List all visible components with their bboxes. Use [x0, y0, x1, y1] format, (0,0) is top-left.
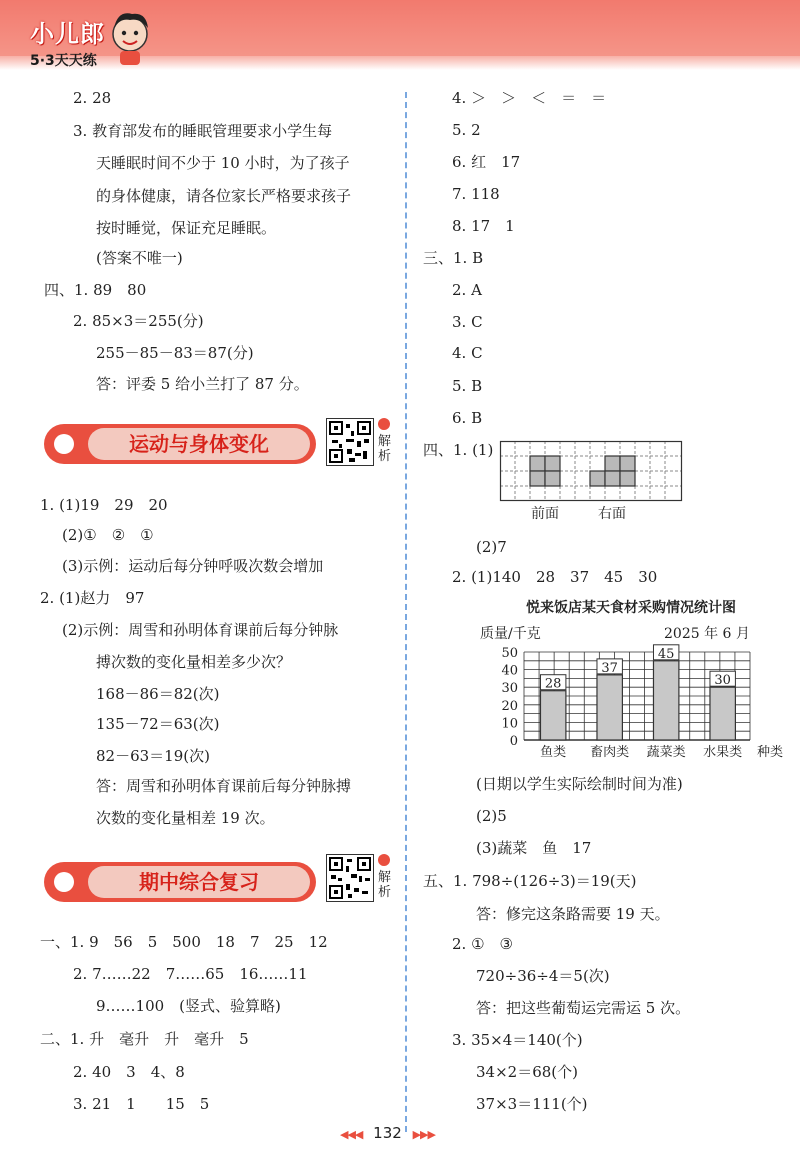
play-icon: [378, 418, 390, 430]
play-icon: [378, 854, 390, 866]
chart-category-label: 鱼类: [540, 745, 567, 760]
right-line-2: 5. 2: [452, 121, 481, 139]
prev-arrows-icon: ◀◀◀: [340, 1128, 363, 1141]
section-banner-midterm: [44, 862, 316, 902]
right-line-9: 4. C: [452, 344, 483, 362]
right-line-24: 34×2＝68(个): [476, 1063, 578, 1081]
chart-value-label: 30: [714, 673, 731, 689]
chart-ytick-label: 50: [501, 646, 518, 661]
left-line-19: 82－63＝19(次): [96, 747, 210, 765]
right-line-8: 3. C: [452, 313, 483, 331]
view-label-right: 右面: [598, 506, 626, 522]
chart-title: 悦来饭店某天食材采购情况统计图: [526, 600, 736, 616]
right-line-18: 五、1. 798÷(126÷3)＝19(天): [423, 872, 637, 890]
chart-value-label: 37: [601, 660, 618, 676]
qr-code-icon[interactable]: [326, 418, 374, 466]
chart-category-label: 水果类: [703, 745, 743, 760]
left-line-14: 2. (1)赵力 97: [40, 589, 145, 607]
chart-bar: [653, 661, 678, 740]
right-line-14: 2. (1)140 28 37 45 30: [452, 568, 658, 586]
right-line-11: 6. B: [452, 409, 483, 427]
left-line-15: (2)示例：周雪和孙明体育课前后每分钟脉: [62, 621, 339, 639]
brand-logo: [30, 14, 105, 70]
chart-category-label: 蔬菜类: [646, 745, 686, 760]
left-line-8: 2. 85×3＝255(分): [73, 312, 204, 330]
left-line-5: 按时睡觉，保证充足睡眠。: [96, 219, 277, 237]
section-banner-exercise: [44, 424, 316, 464]
right-line-6: 三、1. B: [423, 249, 484, 267]
right-line-12: 四、1. (1): [423, 441, 494, 459]
right-line-1: 4. ＞ ＞ ＜ ＝ ＝: [452, 89, 607, 107]
right-line-3: 6. 红 17: [452, 153, 521, 171]
views-grid-figure: [500, 441, 684, 503]
left-line-6: (答案不唯一): [96, 249, 183, 267]
qr-code-icon[interactable]: [326, 854, 374, 902]
page-number: 132: [373, 1124, 402, 1142]
right-line-20: 2. ① ③: [452, 935, 513, 953]
right-line-21: 720÷36÷4＝5(次): [476, 967, 610, 985]
mascot-icon: [108, 6, 154, 68]
chart-xlabel: 种类: [756, 745, 784, 760]
left-line-27: 3. 21 1 15 5: [73, 1095, 210, 1113]
left-line-16: 搏次数的变化量相差多少次？: [96, 653, 292, 671]
left-line-9: 255－85－83＝87(分): [96, 344, 254, 362]
right-line-23: 3. 35×4＝140(个): [452, 1031, 583, 1049]
chart-bar: [597, 675, 622, 740]
chart-value-label: 28: [544, 676, 562, 692]
right-line-22: 答：把这些葡萄运完需运 5 次。: [476, 999, 691, 1017]
section-title-exercise: 运动与身体变化: [88, 428, 310, 460]
left-line-20: 答：周雪和孙明体育课前后每分钟脉搏: [96, 777, 352, 795]
right-line-19: 答：修完这条路需要 19 天。: [476, 905, 670, 923]
section-title-midterm: 期中综合复习: [88, 866, 310, 898]
column-divider: [405, 92, 407, 1132]
left-line-13: (3)示例：运动后每分钟呼吸次数会增加: [62, 557, 324, 575]
chart-date: 2025 年 6 月: [664, 626, 750, 642]
left-line-7: 四、1. 89 80: [44, 281, 147, 299]
logo-subtitle: 5·3天天练: [30, 53, 97, 69]
left-line-24: 9……100 (竖式、验算略): [96, 997, 281, 1015]
left-line-22: 一、1. 9 56 5 500 18 7 25 12: [40, 933, 328, 951]
chart-ytick-label: 0: [509, 734, 518, 749]
qr-label: 解析: [378, 870, 392, 900]
left-line-25: 二、1. 升 毫升 升 毫升 5: [40, 1030, 249, 1048]
left-line-10: 答：评委 5 给小兰打了 87 分。: [96, 375, 309, 393]
right-line-10: 5. B: [452, 377, 483, 395]
left-line-3: 天睡眠时间不少于 10 小时，为了孩子: [96, 154, 350, 172]
left-line-17: 168－86＝82(次): [96, 685, 220, 703]
right-line-15: (日期以学生实际绘制时间为准): [476, 775, 683, 793]
left-line-11: 1. (1)19 29 20: [40, 496, 168, 514]
chart-ytick-label: 20: [501, 698, 518, 714]
chart-value-label: 45: [657, 646, 675, 662]
chart-ytick-label: 10: [501, 716, 518, 732]
right-line-5: 8. 17 1: [452, 217, 515, 235]
right-line-25: 37×3＝111(个): [476, 1095, 588, 1113]
chart-ytick-label: 30: [501, 681, 518, 697]
left-line-21: 次数的变化量相差 19 次。: [96, 809, 275, 827]
chart-ytick-label: 40: [501, 663, 518, 679]
right-line-13: (2)7: [476, 538, 507, 556]
left-line-26: 2. 40 3 4、8: [73, 1063, 185, 1081]
left-line-1: 2. 28: [73, 89, 112, 107]
logo-title: 小儿郎: [30, 20, 105, 48]
left-line-23: 2. 7……22 7……65 16……11: [73, 965, 308, 983]
chart-category-label: 畜肉类: [590, 745, 630, 760]
chart-ylabel: 质量/千克: [480, 626, 541, 642]
left-line-2: 3. 教育部发布的睡眠管理要求小学生每: [73, 122, 333, 140]
next-arrows-icon: ▶▶▶: [412, 1128, 435, 1141]
right-line-16: (2)5: [476, 807, 507, 825]
bar-chart: [476, 594, 784, 770]
view-label-front: 前面: [531, 506, 559, 522]
left-line-4: 的身体健康，请各位家长严格要求孩子: [96, 187, 352, 205]
chart-bar: [540, 691, 565, 740]
right-line-7: 2. A: [452, 281, 482, 299]
page-footer: [340, 1124, 435, 1142]
chart-bar: [710, 687, 735, 740]
qr-label: 解析: [378, 434, 392, 464]
right-line-4: 7. 118: [452, 185, 500, 203]
left-line-12: (2)① ② ①: [62, 526, 154, 544]
right-line-17: (3)蔬菜 鱼 17: [476, 839, 592, 857]
left-line-18: 135－72＝63(次): [96, 715, 220, 733]
